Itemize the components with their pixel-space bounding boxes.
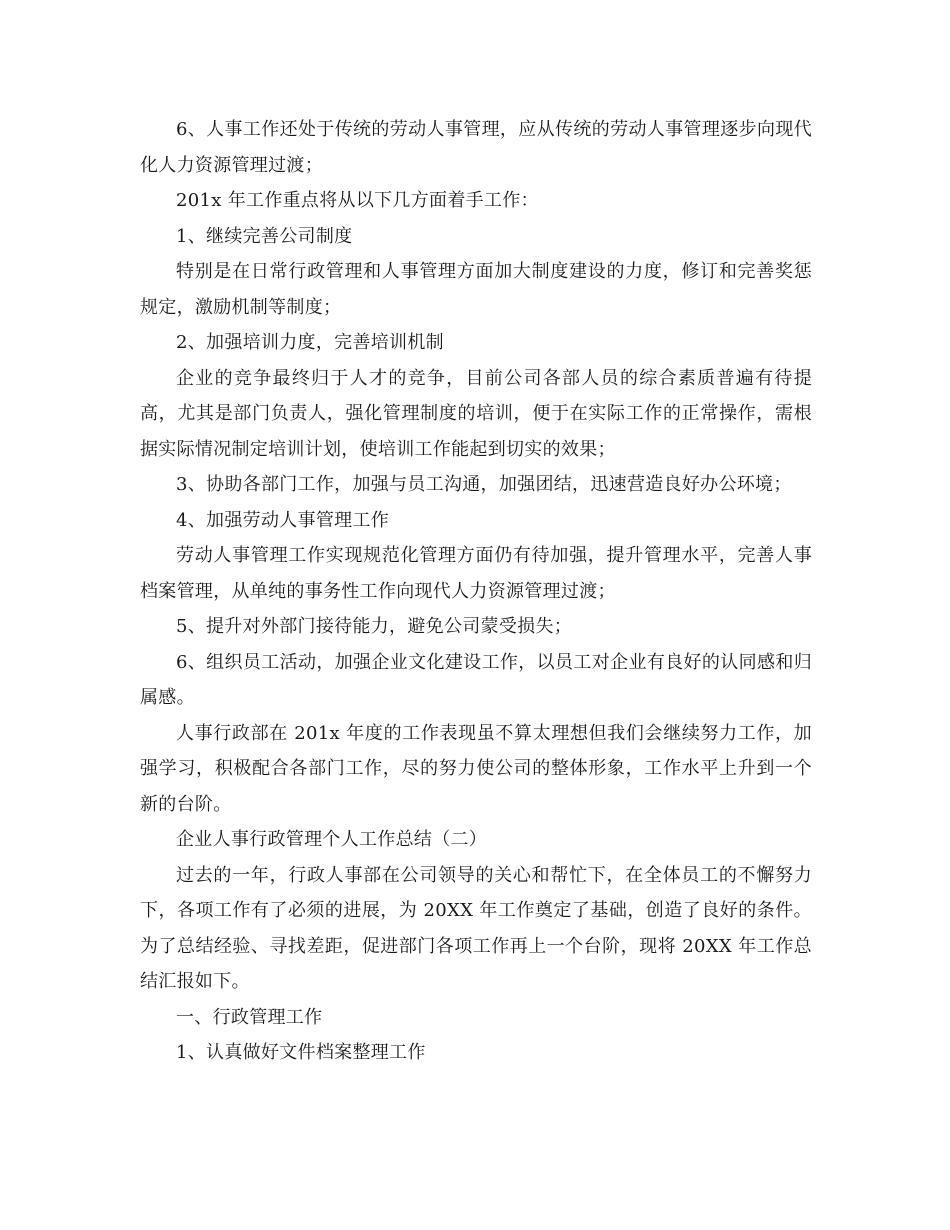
paragraph-reception: 5、提升对外部门接待能力，避免公司蒙受损失； [176, 616, 573, 637]
paragraph-past-year: 过去的一年，行政人事部在公司领导的关心和帮忙下，在全体员工的不懈努力下，各项工作有了必须的进展，为 20XX 年工作奠定了基础，创造了良好的条件。为了总结经验、寻找差距，促进部门各项工作再上一个台阶，现将 20XX 年工作总结汇报如下。 [140, 864, 812, 992]
heading-training: 2、加强培训力度，完善培训机制 [176, 332, 444, 353]
paragraph-training: 企业的竞争最终归于人才的竞争，目前公司各部人员的综合素质普遍有待提高，尤其是部门负责人，强化管理制度的培训，便于在实际工作的正常操作，需根据实际情况制定培训计划，使培训工作能起到切实的效果； [140, 367, 812, 460]
heading-file-archiving: 1、认真做好文件档案整理工作 [176, 1042, 426, 1063]
paragraph-work-focus-intro: 201x 年工作重点将从以下几方面着手工作： [176, 190, 539, 211]
paragraph-assist-departments: 3、协助各部门工作，加强与员工沟通，加强团结，迅速营造良好办公环境； [176, 474, 792, 495]
paragraph-annual-review: 人事行政部在 201x 年度的工作表现虽不算太理想但我们会继续努力工作，加强学习，积极配合各部门工作，尽的努力使公司的整体形象，工作水平上升到一个新的台阶。 [140, 722, 812, 815]
section-title-summary-two: 企业人事行政管理个人工作总结（二） [176, 829, 488, 850]
paragraph-labor-management: 劳动人事管理工作实现规范化管理方面仍有待加强，提升管理水平，完善人事档案管理，从单纯的事务性工作向现代人力资源管理过渡； [140, 545, 812, 602]
heading-improve-system: 1、继续完善公司制度 [176, 225, 353, 247]
paragraph-employee-activities: 6、组织员工活动，加强企业文化建设工作，以员工对企业有良好的认同感和归属感。 [140, 651, 812, 708]
paragraph-system-building: 特别是在日常行政管理和人事管理方面加大制度建设的力度，修订和完善奖惩规定，激励机制等制度； [140, 261, 812, 318]
heading-admin-management: 一、行政管理工作 [176, 1006, 323, 1028]
document-body [140, 112, 812, 1071]
paragraph-hr-transition: 6、人事工作还处于传统的劳动人事管理，应从传统的劳动人事管理逐步向现代化人力资源管理过渡； [140, 119, 812, 176]
heading-labor-management: 4、加强劳动人事管理工作 [176, 509, 390, 531]
